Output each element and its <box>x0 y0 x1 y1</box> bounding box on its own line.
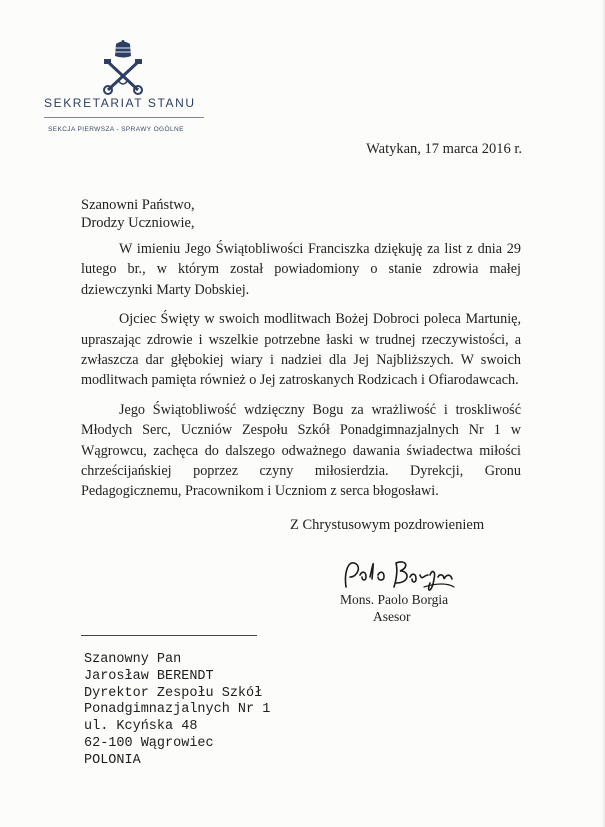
address-divider <box>81 635 257 636</box>
address-line: Jarosław BERENDT <box>84 668 214 684</box>
letterhead-divider <box>44 117 204 118</box>
signer-name: Mons. Paolo Borgia <box>340 592 449 607</box>
salutation-line: Szanowni Państwo, <box>81 197 195 213</box>
recipient-address <box>84 652 270 770</box>
address-line: Dyrektor Zespołu Szkół <box>84 685 263 701</box>
letter-date: Watykan, 17 marca 2016 r. <box>366 141 522 157</box>
address-line: Ponadgimnazjalnych Nr 1 <box>84 702 271 718</box>
body-paragraph: Ojciec Święty w swoich modlitwach Bożej Dobroci poleca Martunię, upraszając zdrowie i wszelkie potrzebne łaski w trudnej rzeczywistości, a zwłaszcza dar głębokiej wiary i nadziei dla Jej Najbliższych. W swoich modlitwach pamięta również o Jej zatroskanych Rodzicach i Ofiarodawcach. <box>81 311 521 389</box>
page-edge <box>601 0 605 827</box>
org-name: SEKRETARIAT STANU <box>44 96 196 110</box>
papal-coat-of-arms-icon <box>98 40 148 96</box>
address-line: POLONIA <box>84 752 141 768</box>
signer-role: Asesor <box>373 609 411 624</box>
address-line: ul. Kcyńska 48 <box>84 719 198 735</box>
address-line: 62-100 Wągrowiec <box>84 735 214 751</box>
salutation-line: Drodzy Uczniowie, <box>81 215 195 231</box>
address-line: Szanowny Pan <box>84 652 182 667</box>
signer-block <box>340 591 448 625</box>
org-section: SEKCJA PIERWSZA - SPRAWY OGÓLNE <box>48 126 184 133</box>
closing-phrase: Z Chrystusowym pozdrowieniem <box>290 517 485 533</box>
letter-body <box>81 239 521 511</box>
salutation <box>81 196 195 232</box>
body-paragraph: Jego Świątobliwość wdzięczny Bogu za wrażliwość i troskliwość Młodych Serc, Uczniów Zespołu Szkół Ponadgimnazjalnych Nr 1 w Wągrowcu, zachęca do dalszego odważnego dawania świadectwa miłości chrześcijańskiej poprzez czyny miłosierdzia. Dyrekcji, Gronu Pedagogicznemu, Pracownikom i Uczniom z serca błogosławi. <box>81 401 521 500</box>
body-paragraph: W imieniu Jego Świątobliwości Franciszka dziękuję za list z dnia 29 lutego br., w którym został powiadomiony o stanie zdrowia małej dziewczynki Marty Dobskiej. <box>81 241 521 298</box>
